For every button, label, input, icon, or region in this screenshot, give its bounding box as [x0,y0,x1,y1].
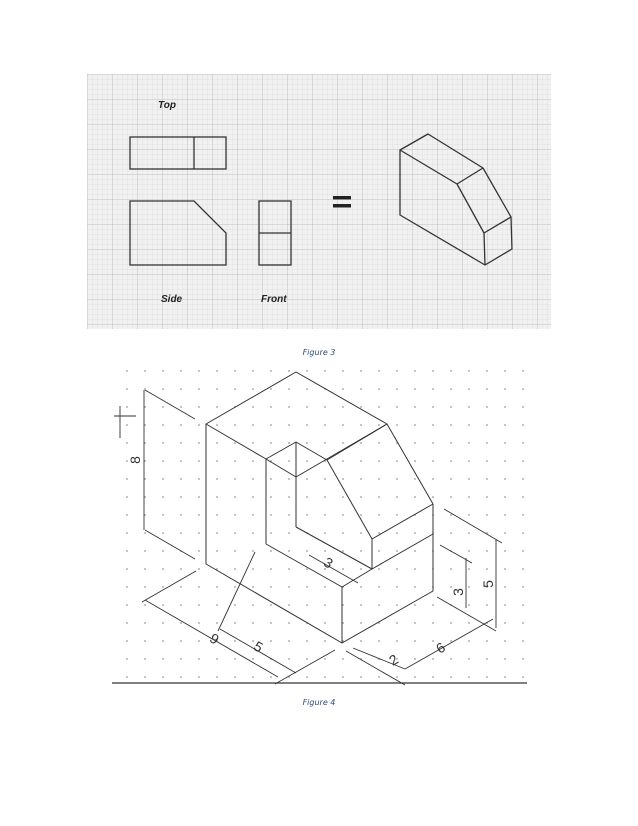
figure-3-graph-paper [87,74,551,329]
dim-height-small: 3 [450,588,466,596]
dim-depth-right: 6 [433,638,448,657]
figure-4-drawing [100,362,540,692]
dim-depth-small: 2 [386,650,401,669]
dim-height-left: 8 [127,456,143,464]
figure-4-caption: Figure 4 [302,698,336,707]
dim-height-right: 5 [480,580,496,588]
top-view-label: Top [158,100,176,111]
dim-width-bottom: 9 [207,629,222,648]
dim-notch-depth: 3 [321,553,336,572]
side-view-label: Side [161,294,183,305]
front-view-label: Front [261,294,287,305]
figure-3-caption: Figure 3 [302,348,336,357]
dim-width-inner: 5 [251,637,266,656]
figure-4 [100,362,540,692]
figure-3 [87,74,551,329]
